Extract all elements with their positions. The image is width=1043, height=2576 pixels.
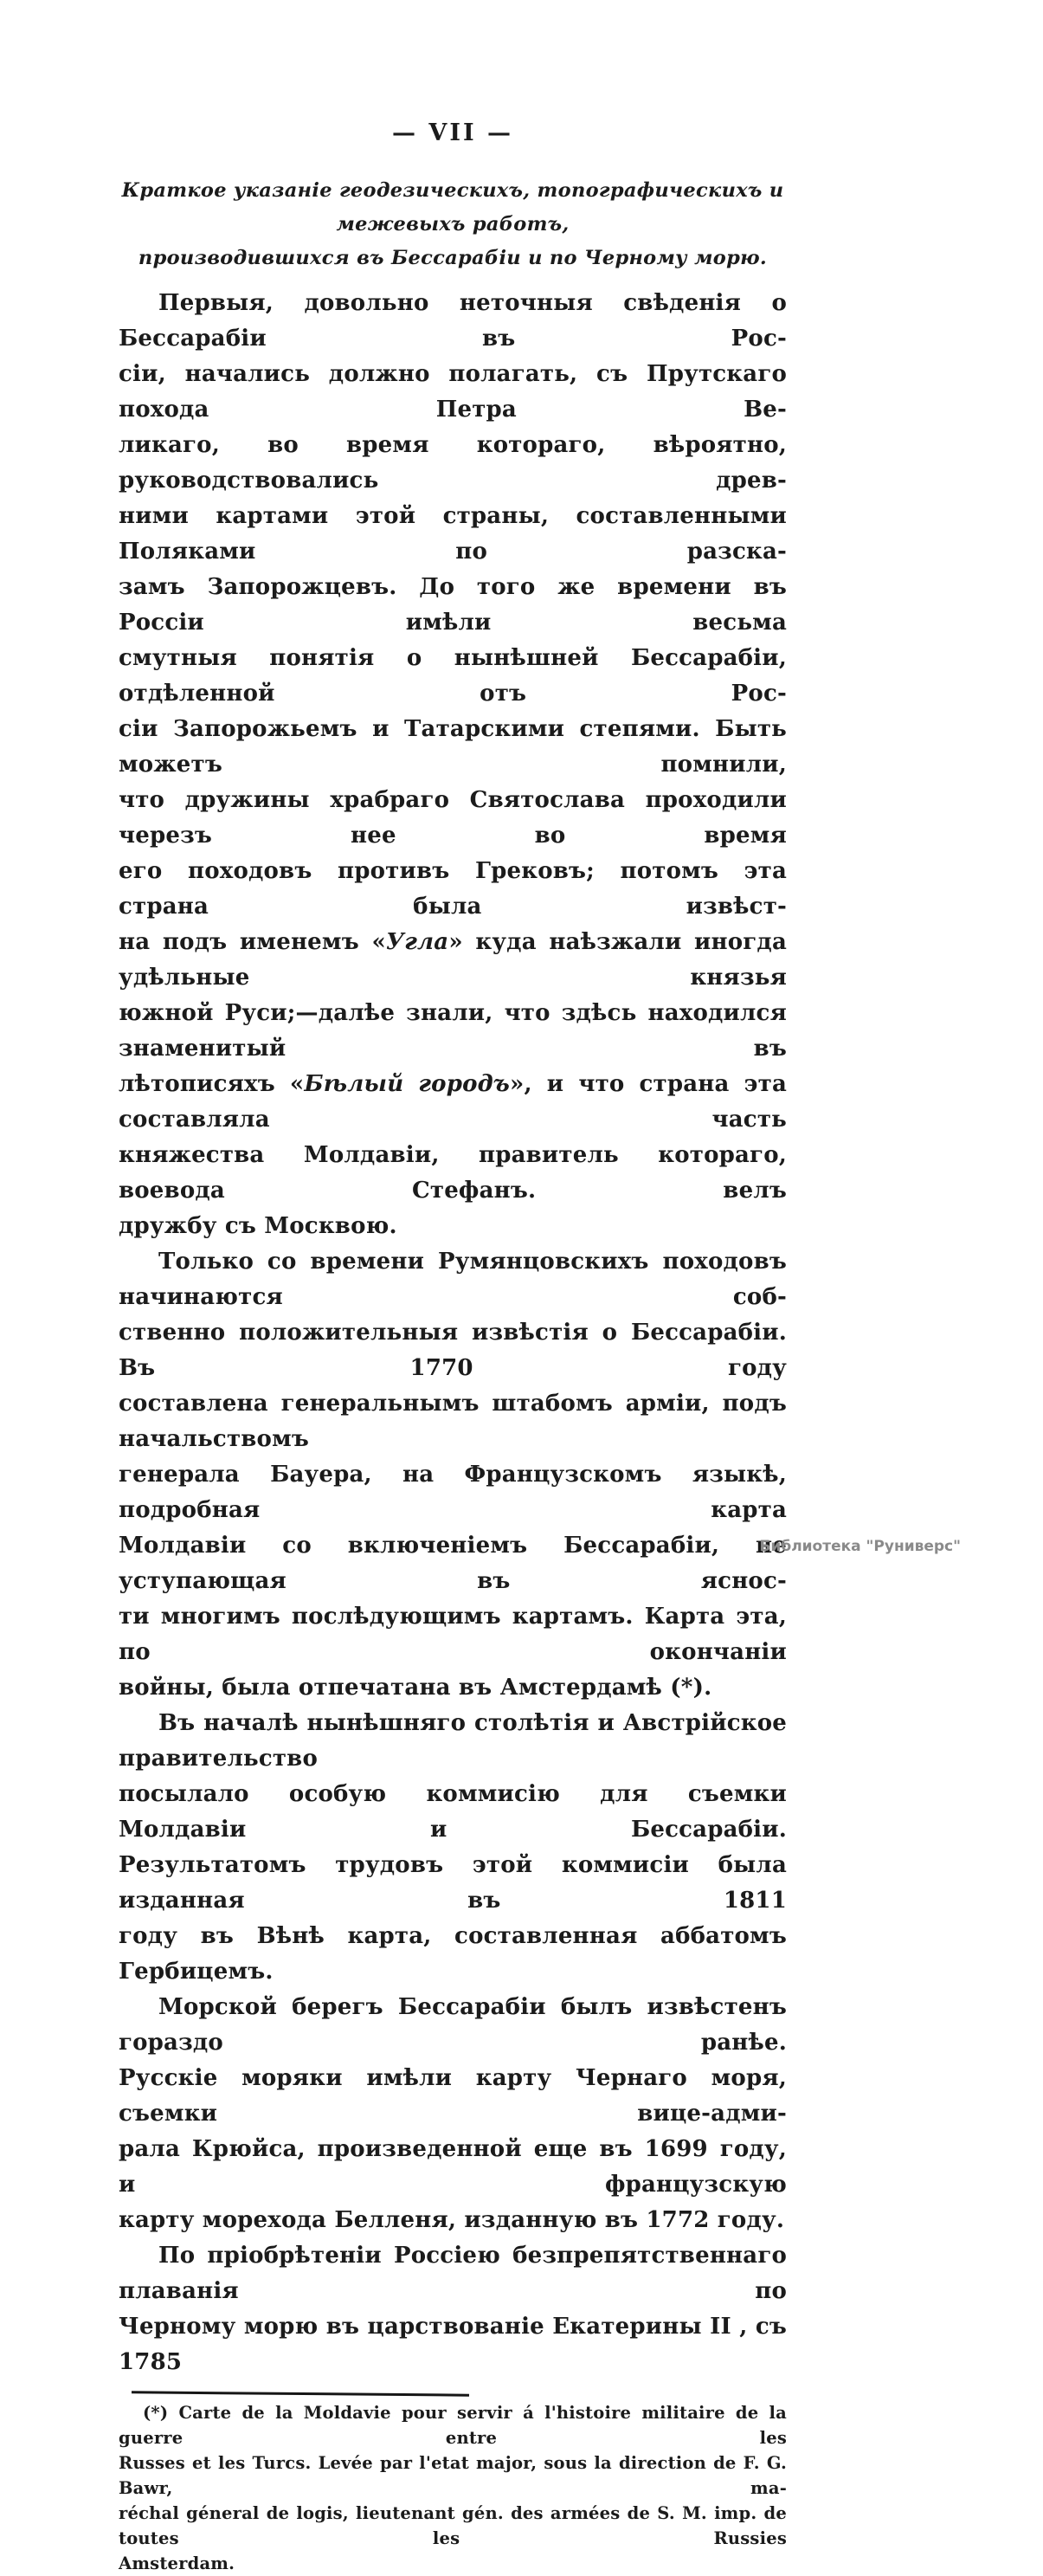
footnote — [119, 2400, 787, 2576]
text-line: дружбу съ Москвою. — [119, 1213, 397, 1239]
heading-line-2: производившихся въ Бессарабіи и по Черному морю. — [138, 247, 768, 269]
text-line: (*) Carte de la Moldavie pour servir á l'histoire militaire de la guerre entre les — [119, 2403, 787, 2448]
text-line: Русскіе моряки имѣли карту Чернаго моря, съемки вице-адми- — [119, 2065, 787, 2127]
text-column — [119, 119, 787, 2576]
text-line: княжества Молдавіи, правитель котораго, воевода Стефанъ. велъ — [119, 1142, 787, 1204]
text-line: карту морехода Белленя, изданную въ 1772 году. — [119, 2207, 785, 2233]
text-line: сіи Запорожьемъ и Татарскими степями. Быть можетъ помнили, — [119, 716, 787, 778]
text-line: составлена генеральнымъ штабомъ арміи, подъ начальствомъ — [119, 1391, 787, 1452]
text-line: его походовъ противъ Грековъ; потомъ эта страна была извѣст- — [119, 858, 787, 920]
text-line: Въ началѣ нынѣшняго столѣтія и Австрійское правительство — [119, 1710, 787, 1772]
footnote-rule — [132, 2391, 469, 2396]
text-line: лѣтописяхъ «Бѣлый городъ», и что страна эта составляла часть — [119, 1071, 787, 1133]
paragraph — [119, 286, 787, 1244]
text-line: войны, была отпечатана въ Амстердамѣ (*). — [119, 1675, 712, 1701]
paragraph — [119, 1990, 787, 2238]
text-line: Первыя, довольно неточныя свѣденія о Бессарабіи въ Рос- — [119, 290, 787, 352]
text-line: réchal géneral de logis, lieutenant gén. des armées de S. M. imp. de toutes les Russies — [119, 2503, 787, 2548]
text-line: посылало особую коммисію для съемки Молдавіи и Бессарабіи. — [119, 1781, 787, 1843]
text-line: Черному морю въ царствованіе Екатерины II , съ 1785 — [119, 2314, 787, 2375]
body-text — [119, 286, 787, 2380]
paragraph — [119, 1706, 787, 1990]
text-line: Молдавіи со включеніемъ Бессарабіи, не уступающая въ яснос- — [119, 1533, 787, 1594]
paragraph — [119, 1244, 787, 1706]
text-line: Russes et les Turcs. Levée par l'etat major, sous la direction de F. G. Bawr, ma- — [119, 2453, 787, 2498]
chapter-heading — [119, 174, 787, 275]
text-line: Amsterdam. — [119, 2553, 235, 2573]
text-line: рала Крюйса, произведенной еще въ 1699 году, и французскую — [119, 2136, 787, 2198]
text-line: ственно положительныя извѣстія о Бессарабіи. Въ 1770 году — [119, 1320, 787, 1381]
text-line: на подъ именемъ «Угла» куда наѣзжали иногда удѣльные князья — [119, 929, 788, 991]
text-line: Результатомъ трудовъ этой коммисіи была изданная въ 1811 — [119, 1852, 787, 1914]
text-line: году въ Вѣнѣ карта, составленная аббатомъ Гербицемъ. — [119, 1923, 787, 1985]
text-line: сіи, начались должно полагать, съ Прутскаго похода Петра Ве- — [119, 361, 787, 423]
page-number: — VII — — [391, 119, 513, 146]
heading-line-1: Краткое указаніе геодезическихъ, топографическихъ и межевыхъ работъ, — [121, 179, 784, 236]
text-line: Только со времени Румянцовскихъ походовъ начинаются соб- — [119, 1249, 787, 1310]
text-line: ти многимъ послѣдующимъ картамъ. Карта эта, по окончаніи — [119, 1604, 787, 1665]
text-line: Морской берегъ Бессарабіи былъ извѣстенъ гораздо ранѣе. — [119, 1994, 787, 2056]
text-line: южной Руси;—далѣе знали, что здѣсь находился знаменитый въ — [119, 1000, 787, 1062]
text-line: замъ Запорожцевъ. До того же времени въ Россіи имѣли весьма — [119, 574, 787, 636]
library-watermark: Библиотека "Руниверс" — [759, 1538, 961, 1555]
paragraph — [119, 2238, 787, 2380]
text-line: что дружины храбраго Святослава проходили черезъ нее во время — [119, 787, 787, 849]
text-line: генерала Бауера, на Французскомъ языкѣ, подробная карта — [119, 1462, 787, 1523]
text-line: ними картами этой страны, составленными Поляками по разска- — [119, 503, 787, 565]
text-line: смутныя понятія о нынѣшней Бессарабіи, отдѣленной отъ Рос- — [119, 645, 787, 707]
text-line: ликаго, во время котораго, вѣроятно, руководствовались древ- — [119, 432, 787, 494]
text-line: По пріобрѣтеніи Россіею безпрепятственнаго плаванія по — [119, 2243, 787, 2304]
